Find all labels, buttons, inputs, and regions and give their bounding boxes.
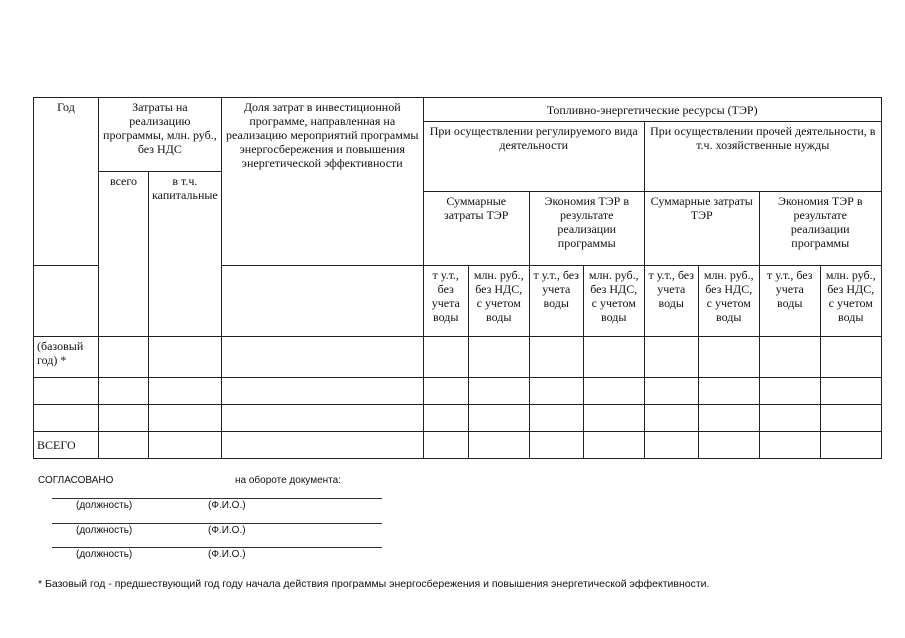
fio-label: (Ф.И.О.) [208, 549, 246, 560]
header-other-total-ter: Суммарные затраты ТЭР [644, 192, 759, 266]
row-total: ВСЕГО [34, 432, 99, 459]
position-label: (должность) [76, 549, 133, 560]
footnote: * Базовый год - предшествующий год году начала действия программы энергосбережения и повышения энергетической эффективности. [38, 578, 710, 590]
header-other: При осуществлении прочей деятельности, в т.ч. хозяйственные нужды [644, 122, 881, 192]
unit-mln: млн. руб., без НДС, с учетом воды [698, 266, 759, 337]
unit-mln: млн. руб., без НДС, с учетом воды [820, 266, 881, 337]
header-regulated: При осуществлении регулируемого вида деятельности [423, 122, 644, 192]
signature-line [52, 498, 382, 499]
table-row [34, 337, 882, 378]
fio-label: (Ф.И.О.) [208, 500, 246, 511]
unit-toe: т у.т., без учета воды [529, 266, 583, 337]
signature-line [52, 523, 382, 524]
empty-cell [34, 266, 99, 337]
row-base-year: (базовый год) * [34, 337, 99, 378]
header-costs-capital: в т.ч. капитальные [149, 172, 222, 337]
unit-mln: млн. руб., без НДС, с учетом воды [583, 266, 644, 337]
energy-program-table [33, 97, 882, 459]
on-reverse-label: на обороте документа: [235, 475, 341, 486]
agreed-label: СОГЛАСОВАНО [38, 475, 114, 486]
table-row [34, 378, 882, 405]
header-regulated-total-ter: Суммарные затраты ТЭР [423, 192, 529, 266]
header-costs-total: всего [99, 172, 149, 337]
signature-line [52, 547, 382, 548]
header-ter: Топливно-энергетические ресурсы (ТЭР) [423, 98, 881, 122]
header-year: Год [34, 98, 99, 266]
unit-toe: т у.т., без учета воды [423, 266, 468, 337]
position-label: (должность) [76, 500, 133, 511]
header-share: Доля затрат в инвестиционной программе, направленная на реализацию мероприятий программы энергосбережения и повышения энергетической эффективности [221, 98, 423, 266]
position-label: (должность) [76, 525, 133, 536]
unit-toe: т у.т., без учета воды [644, 266, 698, 337]
empty-cell [221, 266, 423, 337]
header-costs: Затраты на реализацию программы, млн. руб., без НДС [99, 98, 222, 172]
header-other-savings: Экономия ТЭР в результате реализации программы [759, 192, 881, 266]
table-row-total [34, 432, 882, 459]
unit-toe: т у.т., без учета воды [759, 266, 820, 337]
fio-label: (Ф.И.О.) [208, 525, 246, 536]
table-row [34, 405, 882, 432]
header-regulated-savings: Экономия ТЭР в результате реализации программы [529, 192, 644, 266]
unit-mln: млн. руб., без НДС, с учетом воды [468, 266, 529, 337]
